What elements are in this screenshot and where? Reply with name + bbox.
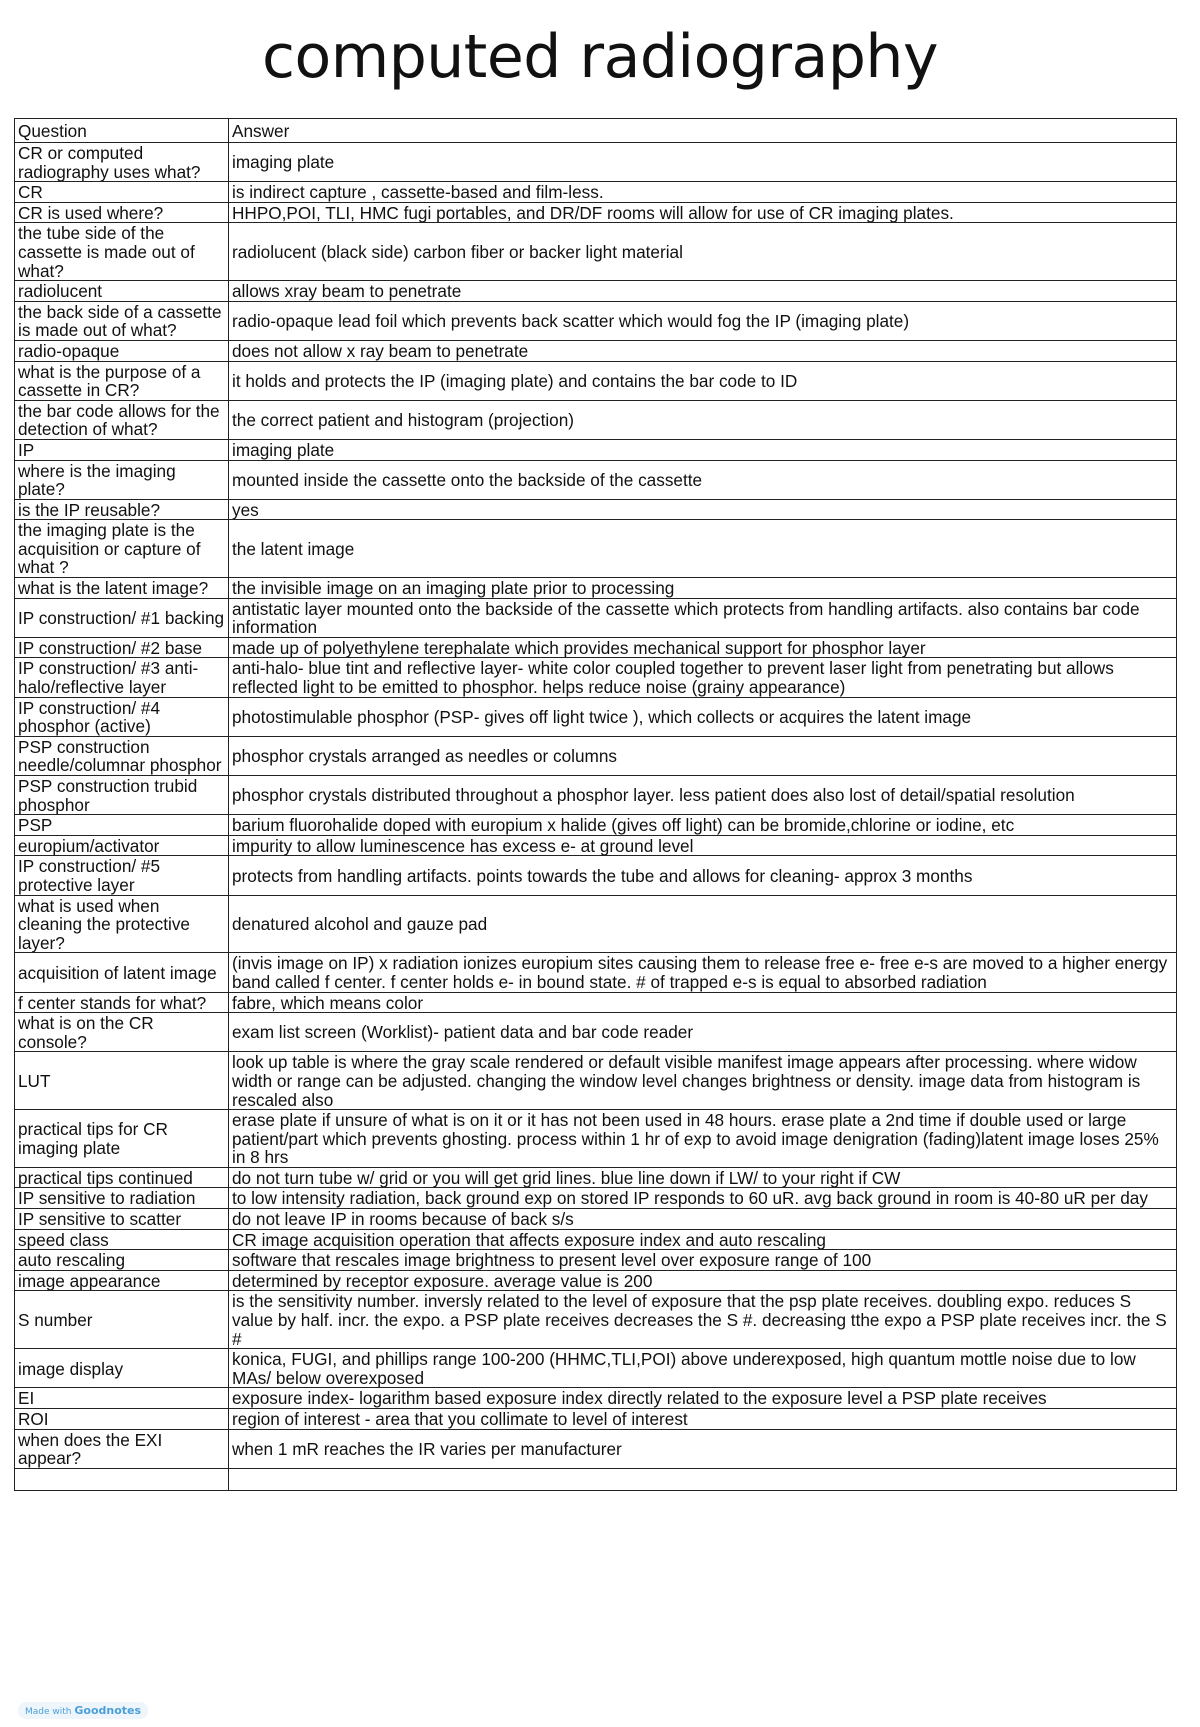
header-question: Question xyxy=(15,119,229,143)
answer-cell: the correct patient and histogram (projection) xyxy=(229,400,1177,439)
question-cell: what is the purpose of a cassette in CR? xyxy=(15,361,229,400)
table-row xyxy=(15,637,1177,658)
answer-cell: photostimulable phosphor (PSP- gives off light twice ), which collects or acquires the latent image xyxy=(229,697,1177,736)
table-row xyxy=(15,697,1177,736)
table-row xyxy=(15,400,1177,439)
answer-cell: HHPO,POI, TLI, HMC fugi portables, and DR/DF rooms will allow for use of CR imaging plates. xyxy=(229,202,1177,223)
table-header-row xyxy=(15,119,1177,143)
answer-cell: denatured alcohol and gauze pad xyxy=(229,895,1177,953)
table-row xyxy=(15,1388,1177,1409)
answer-cell: it holds and protects the IP (imaging plate) and contains the bar code to ID xyxy=(229,361,1177,400)
answer-cell: exposure index- logarithm based exposure index directly related to the exposure level a PSP plate receives xyxy=(229,1388,1177,1409)
question-cell: IP construction/ #4 phosphor (active) xyxy=(15,697,229,736)
question-cell: practical tips for CR imaging plate xyxy=(15,1110,229,1168)
table-row xyxy=(15,776,1177,815)
question-cell: radio-opaque xyxy=(15,340,229,361)
question-cell: the bar code allows for the detection of what? xyxy=(15,400,229,439)
question-cell: IP construction/ #1 backing xyxy=(15,598,229,637)
qa-table xyxy=(14,118,1177,1491)
table-row xyxy=(15,953,1177,992)
question-cell: what is used when cleaning the protective layer? xyxy=(15,895,229,953)
table-row xyxy=(15,361,1177,400)
question-cell: when does the EXI appear? xyxy=(15,1429,229,1468)
answer-cell: determined by receptor exposure. average value is 200 xyxy=(229,1270,1177,1291)
empty-cell xyxy=(15,1468,229,1490)
answer-cell: look up table is where the gray scale rendered or default visible manifest image appears after processing. where widow width or range can be adjusted. changing the window level changes brightness or density. image data from histogram is rescaled also xyxy=(229,1052,1177,1110)
question-cell: the back side of a cassette is made out of what? xyxy=(15,301,229,340)
answer-cell: radio-opaque lead foil which prevents back scatter which would fog the IP (imaging plate) xyxy=(229,301,1177,340)
answer-cell: software that rescales image brightness to present level over exposure range of 100 xyxy=(229,1250,1177,1271)
table-row xyxy=(15,578,1177,599)
answer-cell: CR image acquisition operation that affects exposure index and auto rescaling xyxy=(229,1229,1177,1250)
table-row xyxy=(15,520,1177,578)
question-cell: EI xyxy=(15,1388,229,1409)
table-row xyxy=(15,143,1177,182)
table-row xyxy=(15,992,1177,1013)
question-cell: CR is used where? xyxy=(15,202,229,223)
answer-cell: is indirect capture , cassette-based and film-less. xyxy=(229,182,1177,203)
page-title: computed radiography xyxy=(262,22,938,92)
table-row xyxy=(15,1188,1177,1209)
empty-row xyxy=(15,1468,1177,1490)
table-row xyxy=(15,1250,1177,1271)
answer-cell: radiolucent (black side) carbon fiber or backer light material xyxy=(229,223,1177,281)
question-cell: IP construction/ #5 protective layer xyxy=(15,856,229,895)
goodnotes-watermark xyxy=(18,1702,148,1719)
answer-cell: impurity to allow luminescence has excess e- at ground level xyxy=(229,835,1177,856)
answer-cell: yes xyxy=(229,499,1177,520)
table-row xyxy=(15,301,1177,340)
answer-cell: phosphor crystals arranged as needles or columns xyxy=(229,736,1177,775)
table-row xyxy=(15,499,1177,520)
answer-cell: konica, FUGI, and phillips range 100-200 (HHMC,TLI,POI) above underexposed, high quantum mottle noise due to low MAs/ below overexposed xyxy=(229,1349,1177,1388)
table-row xyxy=(15,856,1177,895)
question-cell: PSP construction trubid phosphor xyxy=(15,776,229,815)
question-cell: image appearance xyxy=(15,1270,229,1291)
table-row xyxy=(15,439,1177,460)
empty-cell xyxy=(229,1468,1177,1490)
answer-cell: allows xray beam to penetrate xyxy=(229,281,1177,302)
answer-cell: mounted inside the cassette onto the backside of the cassette xyxy=(229,460,1177,499)
header-answer: Answer xyxy=(229,119,1177,143)
question-cell: ROI xyxy=(15,1409,229,1430)
question-cell: is the IP reusable? xyxy=(15,499,229,520)
table-row xyxy=(15,182,1177,203)
answer-cell: (invis image on IP) x radiation ionizes europium sites causing them to release free e- free e-s are moved to a higher energy band called f center. f center holds e- in bound state. # of trapped e-s is equal to absorbed radiation xyxy=(229,953,1177,992)
answer-cell: made up of polyethylene terephalate which provides mechanical support for phosphor layer xyxy=(229,637,1177,658)
table-row xyxy=(15,340,1177,361)
question-cell: S number xyxy=(15,1291,229,1349)
answer-cell: protects from handling artifacts. points towards the tube and allows for cleaning- approx 3 months xyxy=(229,856,1177,895)
question-cell: speed class xyxy=(15,1229,229,1250)
watermark-brand: Goodnotes xyxy=(74,1704,142,1717)
question-cell: CR or computed radiography uses what? xyxy=(15,143,229,182)
qa-table-body xyxy=(15,119,1177,1491)
table-row xyxy=(15,736,1177,775)
question-cell: what is on the CR console? xyxy=(15,1013,229,1052)
table-row xyxy=(15,598,1177,637)
table-row xyxy=(15,1409,1177,1430)
question-cell: IP xyxy=(15,439,229,460)
answer-cell: region of interest - area that you collimate to level of interest xyxy=(229,1409,1177,1430)
question-cell: the imaging plate is the acquisition or capture of what ? xyxy=(15,520,229,578)
question-cell: CR xyxy=(15,182,229,203)
answer-cell: barium fluorohalide doped with europium x halide (gives off light) can be bromide,chlorine or iodine, etc xyxy=(229,815,1177,836)
table-row xyxy=(15,223,1177,281)
question-cell: what is the latent image? xyxy=(15,578,229,599)
answer-cell: does not allow x ray beam to penetrate xyxy=(229,340,1177,361)
question-cell: where is the imaging plate? xyxy=(15,460,229,499)
table-row xyxy=(15,1052,1177,1110)
table-row xyxy=(15,460,1177,499)
question-cell: practical tips continued xyxy=(15,1167,229,1188)
question-cell: PSP xyxy=(15,815,229,836)
table-row xyxy=(15,1291,1177,1349)
answer-cell: is the sensitivity number. inversly related to the level of exposure that the psp plate receives. doubling expo. reduces S value by half. incr. the expo. a PSP plate receives decreases the S #. decreasing tthe expo a PSP plate receives incr. the S # xyxy=(229,1291,1177,1349)
answer-cell: phosphor crystals distributed throughout a phosphor layer. less patient does also lost of detail/spatial resolution xyxy=(229,776,1177,815)
table-row xyxy=(15,1209,1177,1230)
answer-cell: fabre, which means color xyxy=(229,992,1177,1013)
answer-cell: the latent image xyxy=(229,520,1177,578)
answer-cell: antistatic layer mounted onto the backside of the cassette which protects from handling artifacts. also contains bar code information xyxy=(229,598,1177,637)
table-row xyxy=(15,835,1177,856)
question-cell: IP construction/ #2 base xyxy=(15,637,229,658)
answer-cell: imaging plate xyxy=(229,439,1177,460)
question-cell: the tube side of the cassette is made out of what? xyxy=(15,223,229,281)
answer-cell: to low intensity radiation, back ground exp on stored IP responds to 60 uR. avg back ground in room is 40-80 uR per day xyxy=(229,1188,1177,1209)
table-row xyxy=(15,1013,1177,1052)
answer-cell: erase plate if unsure of what is on it or it has not been used in 48 hours. erase plate a 2nd time if double used or large patient/part which prevents ghosting. process within 1 hr of exp to avoid image denigration (fading)latent image loses 25% in 8 hrs xyxy=(229,1110,1177,1168)
table-row xyxy=(15,1167,1177,1188)
answer-cell: do not turn tube w/ grid or you will get grid lines. blue line down if LW/ to your right if CW xyxy=(229,1167,1177,1188)
question-cell: radiolucent xyxy=(15,281,229,302)
table-row xyxy=(15,1349,1177,1388)
table-row xyxy=(15,202,1177,223)
question-cell: auto rescaling xyxy=(15,1250,229,1271)
table-row xyxy=(15,1229,1177,1250)
question-cell: IP sensitive to radiation xyxy=(15,1188,229,1209)
question-cell: LUT xyxy=(15,1052,229,1110)
question-cell: europium/activator xyxy=(15,835,229,856)
answer-cell: do not leave IP in rooms because of back s/s xyxy=(229,1209,1177,1230)
table-row xyxy=(15,815,1177,836)
table-row xyxy=(15,1270,1177,1291)
answer-cell: the invisible image on an imaging plate prior to processing xyxy=(229,578,1177,599)
table-row xyxy=(15,1110,1177,1168)
answer-cell: anti-halo- blue tint and reflective layer- white color coupled together to prevent laser light from penetrating but allows reflected light to be emitted to phosphor. helps reduce noise (grainy appearance) xyxy=(229,658,1177,697)
table-row xyxy=(15,658,1177,697)
question-cell: f center stands for what? xyxy=(15,992,229,1013)
question-cell: PSP construction needle/columnar phosphor xyxy=(15,736,229,775)
watermark-prefix: Made with xyxy=(25,1707,72,1717)
question-cell: image display xyxy=(15,1349,229,1388)
question-cell: IP construction/ #3 anti-halo/reflective layer xyxy=(15,658,229,697)
question-cell: IP sensitive to scatter xyxy=(15,1209,229,1230)
answer-cell: when 1 mR reaches the IR varies per manufacturer xyxy=(229,1429,1177,1468)
table-row xyxy=(15,895,1177,953)
answer-cell: imaging plate xyxy=(229,143,1177,182)
answer-cell: exam list screen (Worklist)- patient data and bar code reader xyxy=(229,1013,1177,1052)
question-cell: acquisition of latent image xyxy=(15,953,229,992)
table-row xyxy=(15,281,1177,302)
table-row xyxy=(15,1429,1177,1468)
